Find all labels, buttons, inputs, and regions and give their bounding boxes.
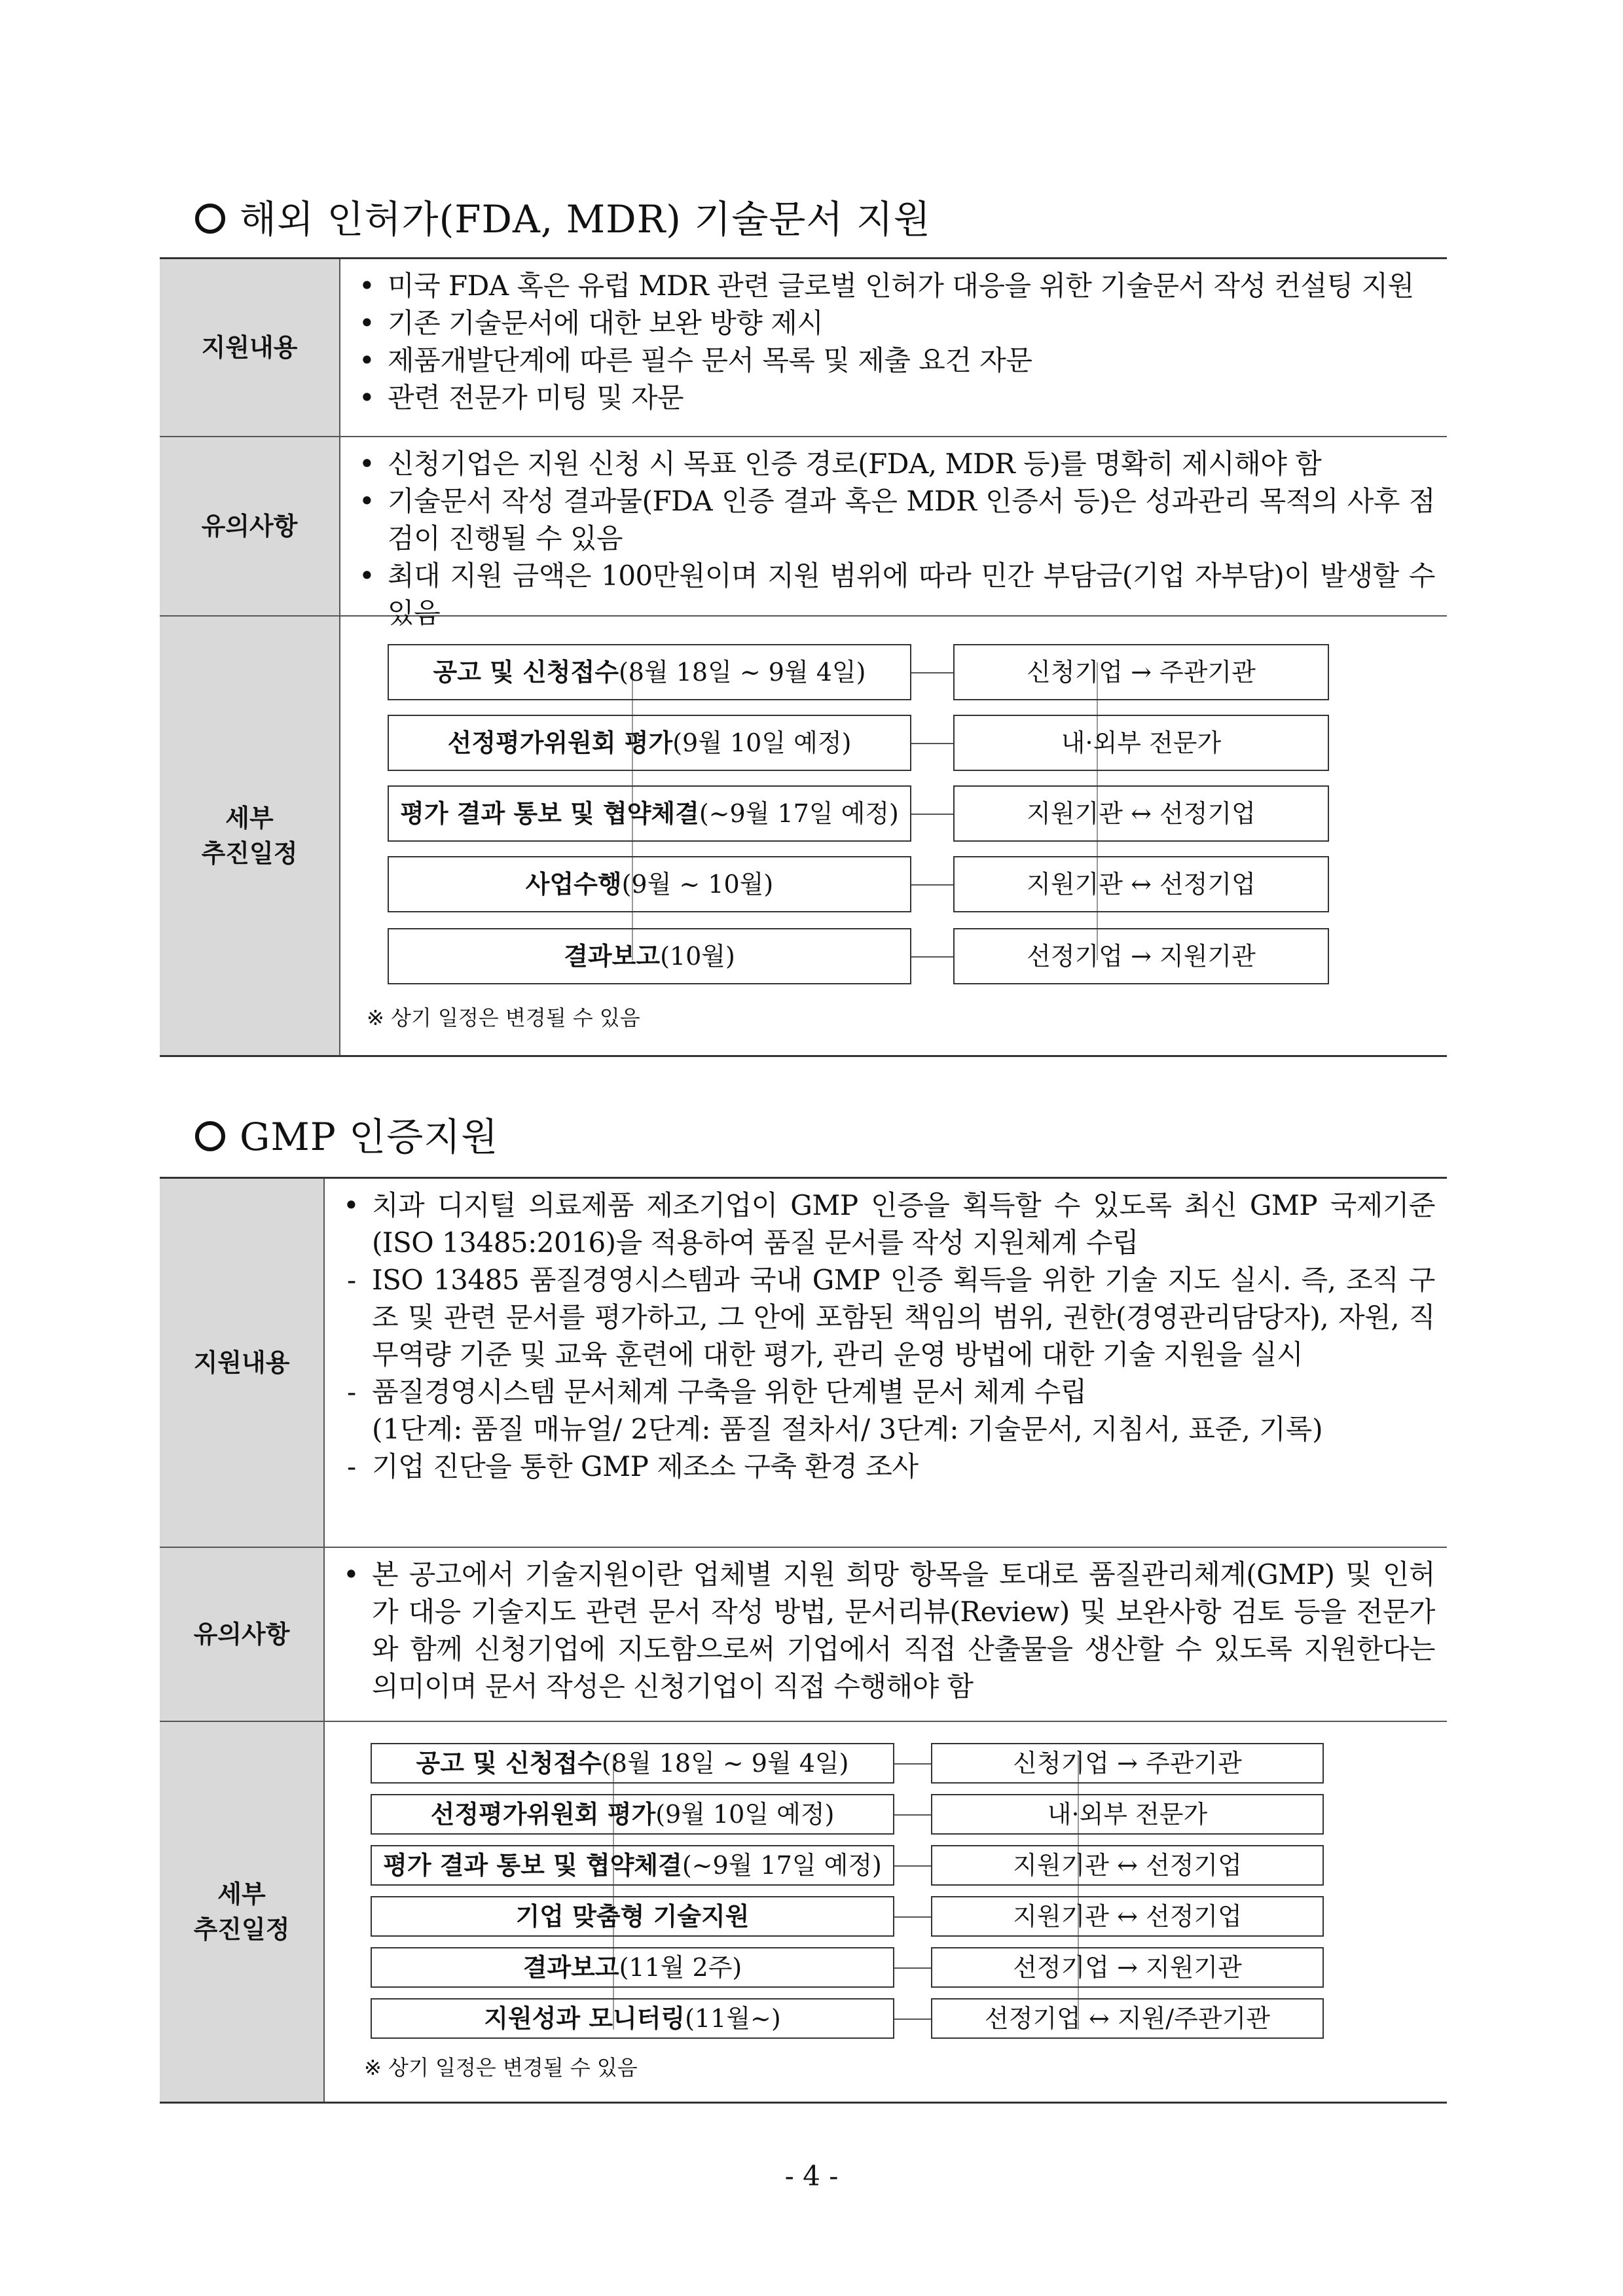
step-link-line	[894, 1916, 931, 1918]
section2-support-label: 지원내용	[160, 1179, 325, 1547]
step-link-line	[911, 884, 953, 886]
section2-support-content	[325, 1179, 1447, 1547]
section2-support-row	[160, 1179, 1447, 1547]
schedule-party-box: 선정기업 → 지원기관	[931, 1947, 1324, 1988]
section1-caution-content	[340, 437, 1447, 629]
section1-support-item: • 관련 전문가 미팅 및 자문	[354, 379, 1435, 416]
section2-schedule-label-line1: 세부	[217, 1880, 266, 1909]
step-link-line	[911, 814, 953, 815]
section2-caution-row	[160, 1547, 1447, 1721]
schedule-party-box: 선정기업 ↔ 지원/주관기관	[931, 1998, 1324, 2039]
step-link-line	[894, 1763, 931, 1765]
schedule-step-box: 기업 맞춤형 기술지원	[371, 1896, 894, 1937]
section1-support-item: • 제품개발단계에 따른 필수 문서 목록 및 제출 요건 자문	[354, 342, 1435, 379]
schedule-note: ※ 상기 일정은 변경될 수 있음	[364, 2055, 638, 2080]
page-number: - 4 -	[784, 2160, 839, 2192]
section1-table	[160, 257, 1447, 1057]
schedule-step-box: 지원성과 모니터링 (11월~)	[371, 1998, 894, 2039]
section2-heading-text: GMP 인증지원	[240, 1115, 499, 1159]
schedule-step-box: 결과보고 (11월 2주)	[371, 1947, 894, 1988]
schedule-step-box: 사업수행 (9월 ~ 10월)	[388, 856, 911, 912]
schedule-party-box: 지원기관 ↔ 선정기업	[953, 785, 1329, 842]
schedule-step-box: 결과보고 (10월)	[388, 928, 911, 984]
step-link-line	[911, 672, 953, 673]
section1-caution-row	[160, 436, 1447, 629]
step-link-line	[894, 1814, 931, 1816]
section2-schedule-label-line2: 추진일정	[193, 1915, 290, 1944]
section1-schedule-row	[160, 615, 1447, 1055]
section2-schedule-row	[160, 1721, 1447, 2102]
section1-support-row	[160, 259, 1447, 436]
section2-schedule-label	[160, 1722, 325, 2102]
section2-caution-content	[325, 1548, 1447, 1721]
schedule-party-box: 지원기관 ↔ 선정기업	[953, 856, 1329, 912]
schedule-note: ※ 상기 일정은 변경될 수 있음	[367, 1005, 640, 1030]
schedule-step-box: 공고 및 신청접수 (8월 18일 ~ 9월 4일)	[388, 644, 911, 700]
schedule-step-box: 평가 결과 통보 및 협약체결 (~9월 17일 예정)	[371, 1845, 894, 1886]
step-link-line	[911, 956, 953, 958]
hollow-circle-icon	[195, 1121, 225, 1151]
step-link-line	[894, 2018, 931, 2020]
section1-support-content	[340, 259, 1447, 436]
section1-caution-item: • 기술문서 작성 결과물(FDA 인증 결과 혹은 MDR 인증서 등)은 성과관리 목적의 사후 점검이 진행될 수 있음	[354, 482, 1435, 557]
section1-support-item: • 기존 기술문서에 대한 보완 방향 제시	[354, 304, 1435, 342]
section2-support-dash-sub: (1단계: 품질 매뉴얼/ 2단계: 품질 절차서/ 3단계: 기술문서, 지침서, 표준, 기록)	[372, 1413, 1323, 1445]
schedule-party-box: 신청기업 → 주관기관	[931, 1743, 1324, 1784]
section1-caution-item: • 최대 지원 금액은 100만원이며 지원 범위에 따라 민간 부담금(기업 자부담)이 발생할 수 있음	[354, 557, 1435, 632]
hollow-circle-icon	[195, 204, 225, 234]
section1-schedule-label	[160, 617, 340, 1055]
section2-support-dash: - 기업 진단을 통한 GMP 제조소 구축 환경 조사	[347, 1450, 919, 1482]
schedule-step-box: 평가 결과 통보 및 협약체결 (~9월 17일 예정)	[388, 785, 911, 842]
section2-support-bullet: • 치과 디지털 의료제품 제조기업이 GMP 인증을 획득할 수 있도록 최신 GMP 국제기준(ISO 13485:2016)을 적용하여 품질 문서를 작성 지원체계 수립	[338, 1187, 1435, 1261]
section1-schedule-chart	[340, 617, 1447, 1055]
schedule-step-box: 선정평가위원회 평가 (9월 10일 예정)	[371, 1794, 894, 1835]
schedule-step-box: 선정평가위원회 평가 (9월 10일 예정)	[388, 715, 911, 771]
schedule-party-box: 선정기업 → 지원기관	[953, 928, 1329, 984]
step-link-line	[911, 743, 953, 744]
section1-schedule-label-line2: 추진일정	[201, 839, 298, 868]
schedule-party-box: 신청기업 → 주관기관	[953, 644, 1329, 700]
section2-support-dash: - ISO 13485 품질경영시스템과 국내 GMP 인증 획득을 위한 기술 지도 실시. 즉, 조직 구조 및 관련 문서를 평가하고, 그 안에 포함된 책임의 범위, 권한(경영관리담당자), 자원, 직무역량 기준 및 교육 훈련에 대한 평가, 관리 운영 방법에 대한 기술 지원을 실시	[347, 1264, 1435, 1371]
section1-heading-text: 해외 인허가(FDA, MDR) 기술문서 지원	[240, 197, 931, 242]
section1-caution-item: • 신청기업은 지원 신청 시 목표 인증 경로(FDA, MDR 등)를 명확히 제시해야 함	[354, 445, 1435, 482]
schedule-step-box: 공고 및 신청접수 (8월 18일 ~ 9월 4일)	[371, 1743, 894, 1784]
schedule-party-box: 지원기관 ↔ 선정기업	[931, 1845, 1324, 1886]
section2-heading	[195, 1106, 498, 1161]
section2-caution-label: 유의사항	[160, 1548, 325, 1721]
section2-table	[160, 1177, 1447, 2104]
section2-caution-item: • 본 공고에서 기술지원이란 업체별 지원 희망 항목을 토대로 품질관리체계(GMP) 및 인허가 대응 기술지도 관련 문서 작성 방법, 문서리뷰(Review) 및 보완사항 검토 등을 전문가와 함께 신청기업에 지도함으로써 기업에서 직접 산출물을 생산할 수 있도록 지원한다는 의미이며 문서 작성은 신청기업이 직접 수행해야 함	[338, 1556, 1435, 1705]
section1-schedule-label-line1: 세부	[225, 804, 274, 833]
section1-heading	[195, 188, 931, 243]
schedule-party-box: 지원기관 ↔ 선정기업	[931, 1896, 1324, 1937]
schedule-party-box: 내·외부 전문가	[953, 715, 1329, 771]
schedule-party-box: 내·외부 전문가	[931, 1794, 1324, 1835]
section1-caution-label: 유의사항	[160, 437, 340, 615]
section2-schedule-chart	[325, 1722, 1447, 2102]
section1-support-item: • 미국 FDA 혹은 유럽 MDR 관련 글로벌 인허가 대응을 위한 기술문서 작성 컨설팅 지원	[354, 267, 1435, 304]
section1-support-label: 지원내용	[160, 259, 340, 436]
section2-support-dash: - 품질경영시스템 문서체계 구축을 위한 단계별 문서 체계 수립	[347, 1376, 1087, 1408]
step-link-line	[894, 1865, 931, 1867]
step-link-line	[894, 1967, 931, 1969]
